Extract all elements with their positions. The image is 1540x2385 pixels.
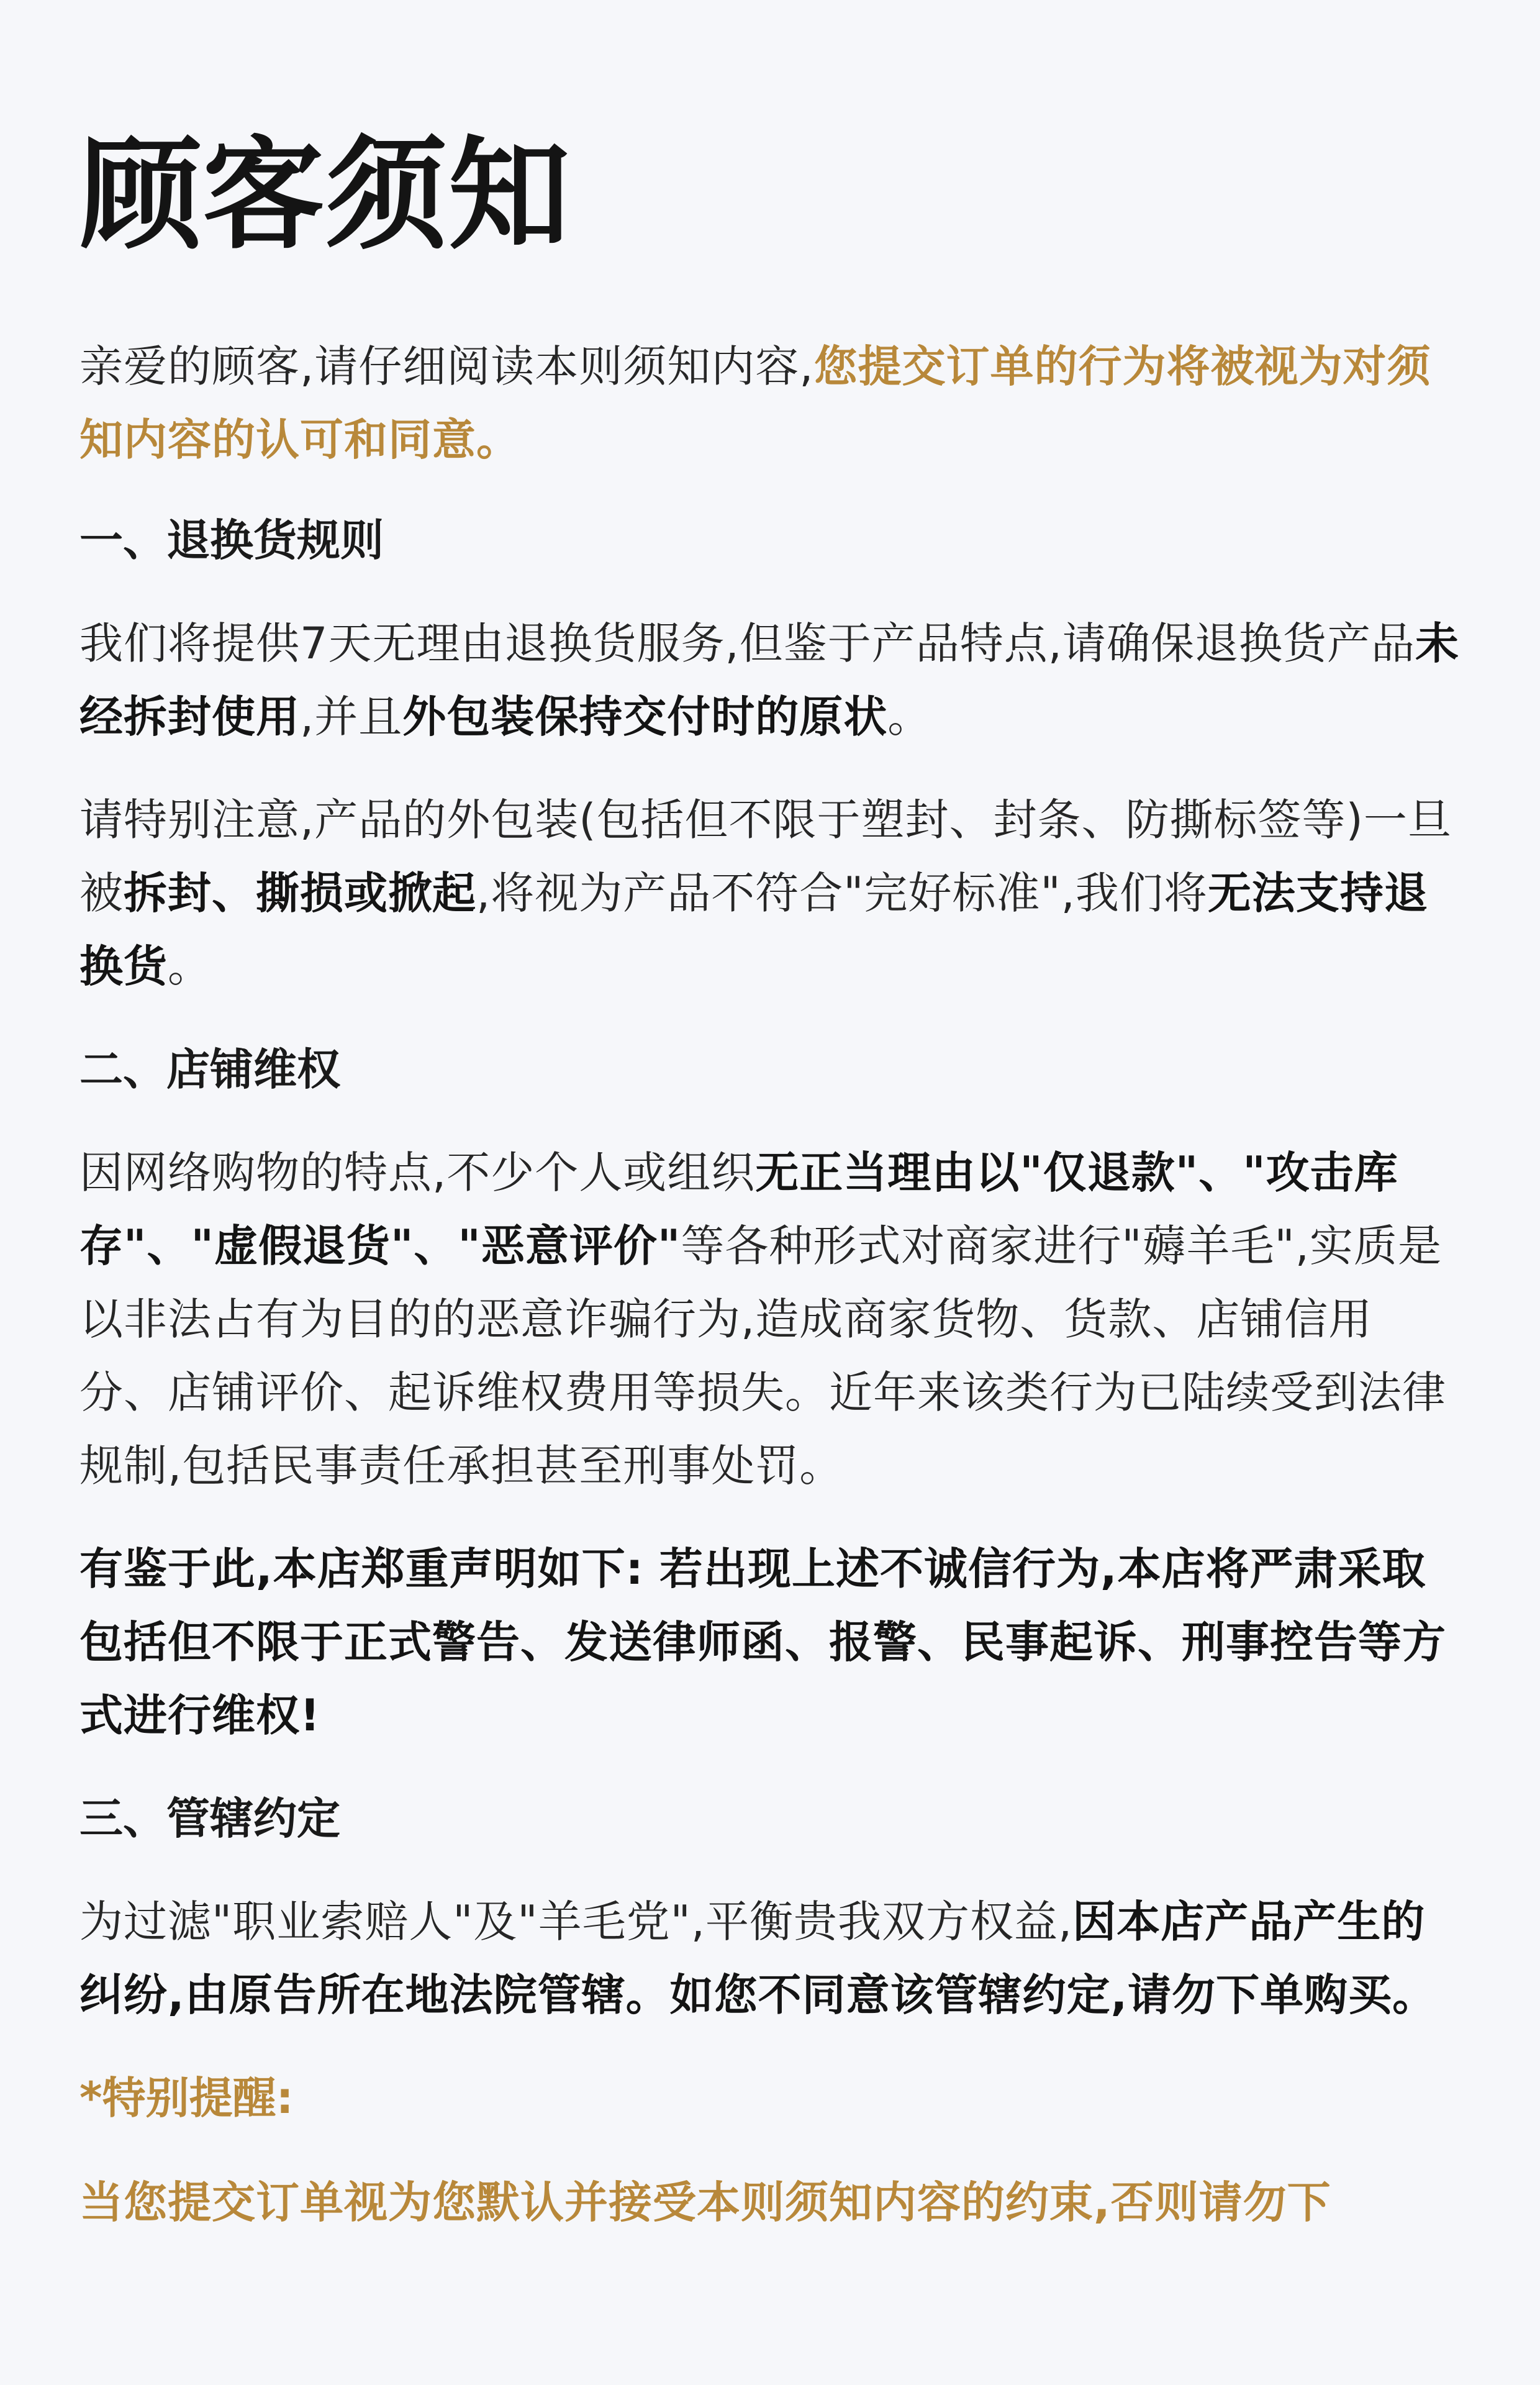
- intro-paragraph: [79, 330, 1461, 476]
- returns-paragraph-1: [79, 607, 1461, 753]
- text-span: ,将视为产品不符合"完好标准",我们将: [476, 868, 1208, 919]
- bold-span: 外包装保持交付时的原状: [402, 691, 888, 743]
- text-span: ,并且: [300, 691, 403, 743]
- bold-span: 因本店产品产生的纠纷,由原告所在地法院管辖。如您不同意该管辖约定,请勿下单购买。: [79, 1896, 1437, 2021]
- section-heading-rights: 二、店铺维权: [79, 1044, 340, 1096]
- intro-text: 亲爱的顾客,请仔细阅读本则须知内容,: [79, 341, 814, 393]
- text-span: 我们将提供7天无理由退换货服务,但鉴于产品特点,请确保退换货产品: [79, 618, 1416, 670]
- jurisdiction-paragraph: [79, 1885, 1461, 2032]
- returns-paragraph-2: [79, 783, 1461, 1003]
- bold-span: 无正当理由以"仅退款"、"攻击库存"、"虚假退货"、"恶意评价": [79, 1147, 1398, 1272]
- section-heading-jurisdiction: 三、管辖约定: [79, 1793, 340, 1845]
- page-title: 顾客须知: [79, 125, 572, 266]
- text-span: 。: [887, 691, 932, 743]
- text-span: 为过滤"职业索赔人"及"羊毛党",平衡贵我双方权益,: [79, 1896, 1073, 1948]
- text-span: 请特别注意,产品的外包装(包括但不限于塑封、封条、防撕标签等)一旦被: [79, 794, 1452, 919]
- bold-span: 拆封、撕损或掀起: [124, 868, 476, 919]
- reminder-text: 当您提交订单视为您默认并接受本则须知内容的约束,否则请勿下: [79, 2177, 1331, 2228]
- text-span: 。: [168, 941, 212, 993]
- intro-highlight: 您提交订单的行为将被视为对须知内容的认可和同意。: [79, 341, 1431, 466]
- reminder-title: *特别提醒:: [79, 2073, 294, 2124]
- text-span: 因网络购物的特点,不少个人或组织: [79, 1147, 756, 1199]
- rights-paragraph-1: [79, 1136, 1461, 1502]
- rights-declaration: 有鉴于此,本店郑重声明如下: 若出现上述不诚信行为,本店将严肃采取包括但不限于正式警告、发送律师函、报警、民事起诉、刑事控告等方式进行维权!: [79, 1543, 1446, 1742]
- bold-span: 无法支持退换货: [79, 868, 1428, 993]
- section-heading-returns: 一、退换货规则: [79, 515, 384, 566]
- text-span: 等各种形式对商家进行"薅羊毛",实质是以非法占有为目的的恶意诈骗行为,造成商家货物、货款、店铺信用分、店铺评价、起诉维权费用等损失。近年来该类行为已陆续受到法律规制,包括民事责任承担甚至刑事处罚。: [79, 1220, 1446, 1492]
- bold-span: 未经拆封使用: [79, 618, 1460, 743]
